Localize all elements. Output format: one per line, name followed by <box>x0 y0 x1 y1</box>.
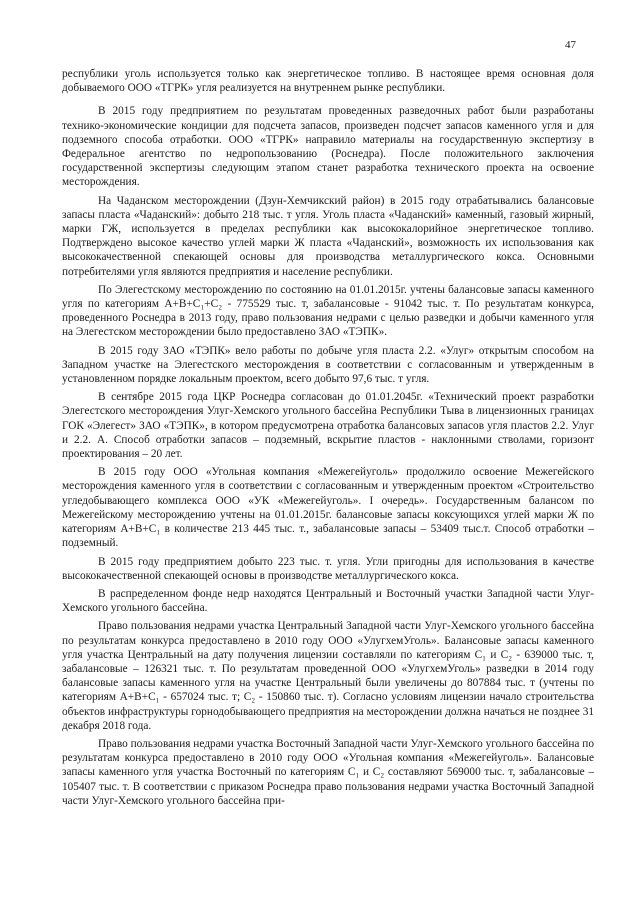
paragraph-5: В 2015 году ЗАО «ТЭПК» вело работы по добыче угля пласта 2.2. «Улуг» открытым способом на Западном участке на Элегестского месторождения в соответствии с согласованным и утвержденным в установленном порядке локальным проектом, всего добыто 97,6 тыс. т угля. <box>62 344 594 386</box>
page-number: 47 <box>565 39 576 51</box>
paragraph-1: республики уголь используется только как энергетическое топливо. В настоящее время основная доля добываемого ООО «ТГРК» угля реализуется на внутреннем рынке республики. <box>62 68 594 95</box>
paragraph-8: В 2015 году предприятием добыто 223 тыс. т. угля. Угли пригодны для использования в качестве высококачественной спекающей основы в производстве металлургического кокса. <box>62 555 594 582</box>
paragraph-7: В 2015 году ООО «Угольная компания «Межегейуголь» продолжило освоение Межегейского месторождения каменного угля в соответствии с согласованным и утвержденным проектом «Строительство угледобывающего комплекса ООО «УК «Межегейуголь». I очередь». Государственным балансом по Межегейскому месторождению учтены на 01.01.2015г. балансовые запасы коксующихся углей марки Ж по категориям А+В+С₁ в количестве 213 445 тыс. т., забалансовые запасы – 53409 тыс.т. Способ отработки – подземный. <box>62 466 594 550</box>
paragraph-10: Право пользования недрами участка Центральный Западной части Улуг-Хемского угольного бассейна по результатам конкурса предоставлено в 2010 году ООО «УлугхемУголь». Балансовые запасы каменного угля участка Центральный на дату получения лицензии составляли по категориям С₁ и С₂ - 639000 тыс. т, забалансовые – 126321 тыс. т. По результатам проведенной ООО «УлугхемУголь» разведки в 2014 году балансовые запасы каменного угля на участке Центральный были увеличены до 807884 тыс. т (учтены по категориям А+В+С₁ - 657024 тыс. т; С₂ - 150860 тыс. т). Согласно условиям лицензии начало строительства объектов инфраструктуры горнодобывающего предприятия на месторождении должна начаться не позднее 31 декабря 2018 года. <box>62 620 594 732</box>
paragraph-4: По Элегестскому месторождению по состоянию на 01.01.2015г. учтены балансовые запасы каменного угля по категориям А+В+С₁+С₂ - 775529 тыс. т, забалансовые - 91042 тыс. т. По результатам конкурса, проведенного Роснедра в 2013 году, право пользования недрами с целью разведки и добычи каменного угля на Элегестском месторождении было предоставлено ЗАО «ТЭПК». <box>62 283 594 339</box>
document-body <box>62 67 594 812</box>
paragraph-9: В распределенном фонде недр находятся Центральный и Восточный участки Западной части Улуг-Хемского угольного бассейна. <box>62 587 594 615</box>
paragraph-6: В сентябре 2015 года ЦКР Роснедра согласован до 01.01.2045г. «Технический проект разработки Элегестского месторождения Улуг-Хемского угольного бассейна Республики Тыва в лицензионных границах ГОК «Элегест» ЗАО «ТЭПК», в котором предусмотрена отработка балансовых запасов угля пластов 2.2. Улуг и 2.2. А. Способ отработки запасов – подземный, вскрытие пластов - наклонными стволами, горизонт проектирования – 20 лет. <box>62 391 594 461</box>
paragraph-3: На Чаданском месторождении (Дзун-Хемчикский район) в 2015 году отрабатывались балансовые запасы пласта «Чаданский»: добыто 218 тыс. т угля. Уголь пласта «Чаданский» каменный, газовый жирный, марки ГЖ, используется в пределах республики как высококалорийное энергетическое топливо. Подтверждено высокое качество углей марки Ж пласта «Чаданский», возможность их использования как высококачественной спекающей основы для производства металлургического кокса. Основными потребителями угля являются предприятия и население республики. <box>62 194 594 278</box>
paragraph-11: Право пользования недрами участка Восточный Западной части Улуг-Хемского угольного бассейна по результатам конкурса предоставлено в 2010 году ООО «Угольная компания «Межегейуголь». Балансовые запасы каменного угля участка Восточный по категориям С₁ и С₂ составляют 569000 тыс. т, забалансовые – 105407 тыс. т. В соответствии с приказом Роснедра право пользования недрами участка Восточный Западной части Улуг-Хемского угольного бассейна при- <box>62 737 594 807</box>
paragraph-2: В 2015 году предприятием по результатам проведенных разведочных работ были разработаны технико-экономические кондиции для подсчета запасов, произведен подсчет запасов каменного угля и для подземного способа отработки. ООО «ТГРК» направило материалы на государственную экспертизу в Федеральное агентство по недропользованию (Роснедра). После положительного заключения государственной экспертизы следующим этапом станет разработка технического проекта на освоение месторождения. <box>62 105 594 189</box>
